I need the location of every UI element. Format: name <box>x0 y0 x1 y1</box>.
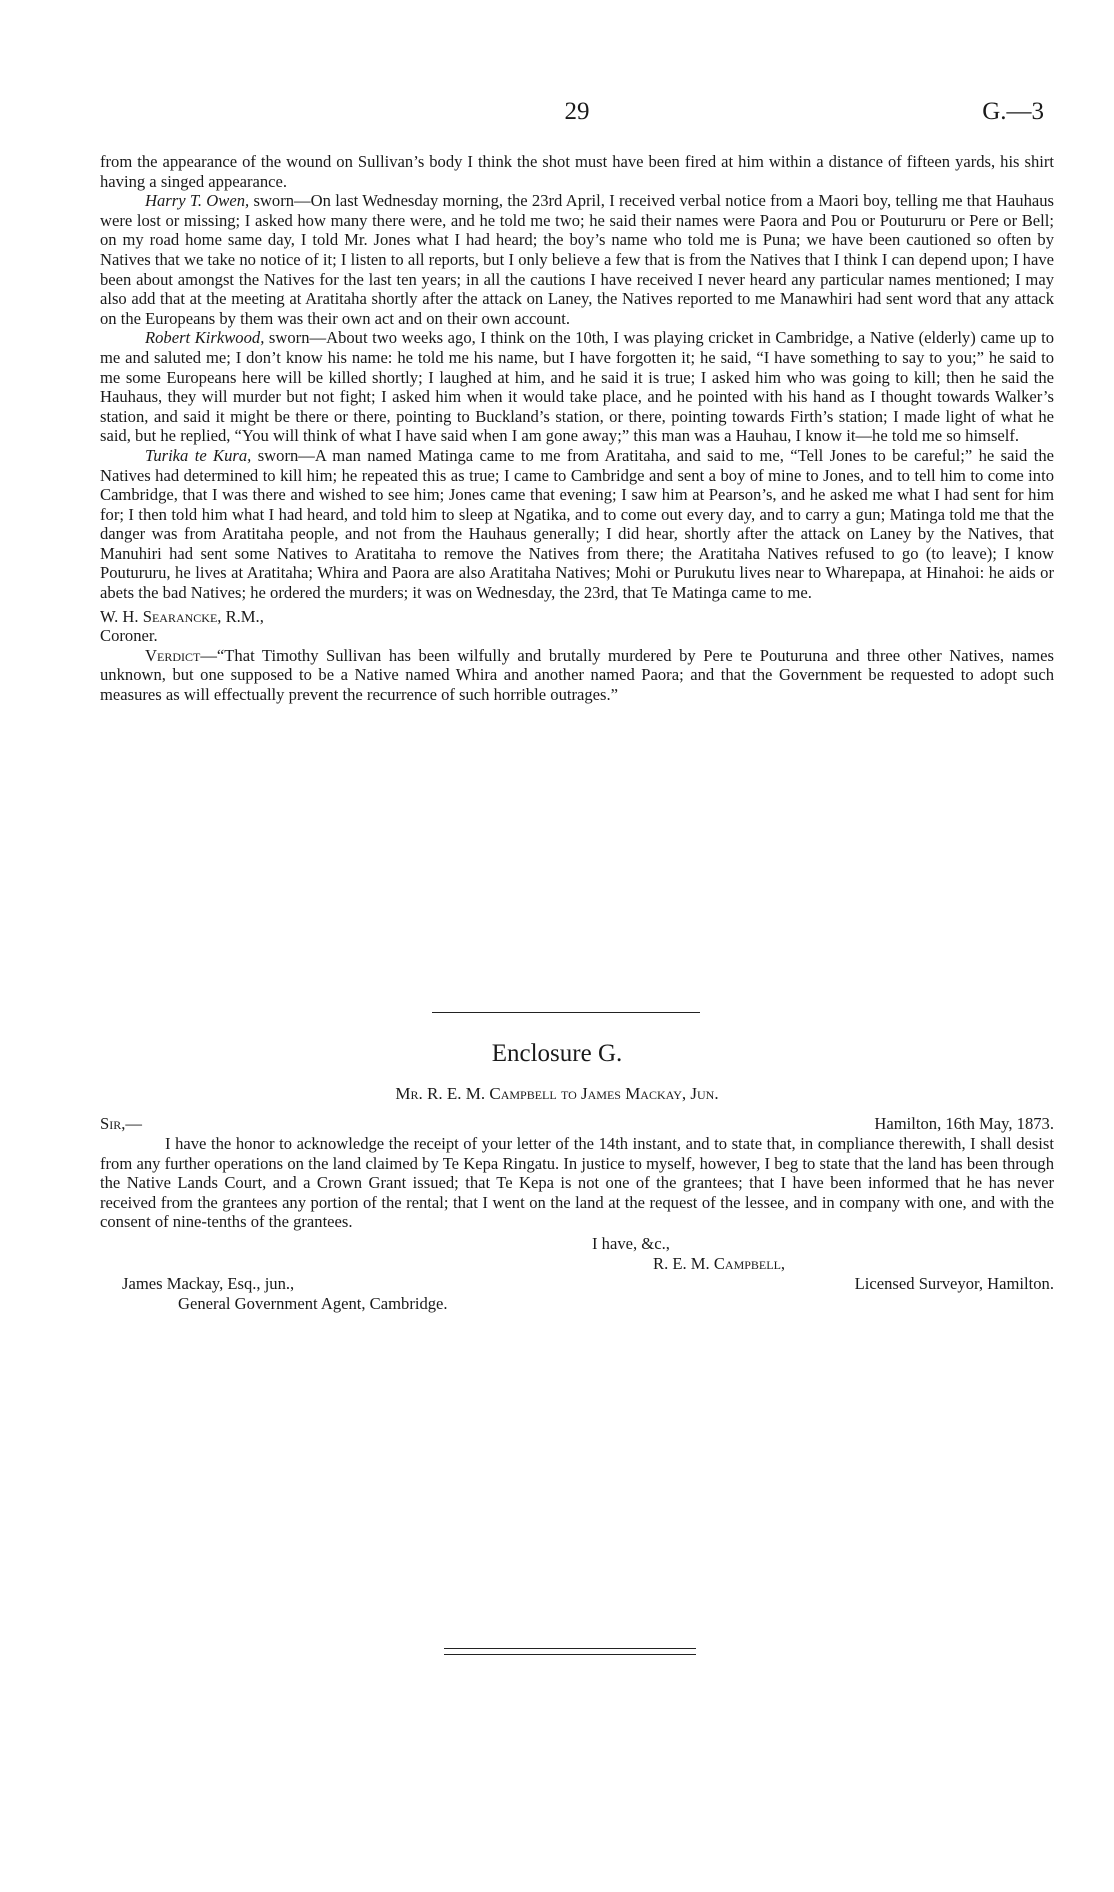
witness-name: Harry T. Owen, <box>145 191 250 211</box>
page-number: 29 <box>564 98 590 125</box>
end-rule <box>444 1648 696 1655</box>
verdict-label: Verdict <box>145 645 201 665</box>
letter-body: I have the honor to acknowledge the receipt of your letter of the 14th instant, and to state that, in compliance therewith, I shall desist from any further operations on the land claimed by Te Kepa Ringatu. In justice to myself, however, I beg to state that the land has been through the Native Lands Court, and a Crown Grant issued; that Te Kepa is not one of the grantees; that I have been informed that he has never received from the grantees any portion of the rental; that I went on the land at the request of the lessee, and in company with one, and with the consent of nine-tenths of the grantees. <box>100 1134 1054 1232</box>
verdict-paragraph <box>100 646 1054 705</box>
page-header <box>100 96 1054 132</box>
evidence-paragraph <box>100 328 1054 446</box>
letter-closing <box>100 1232 1054 1328</box>
evidence-section <box>100 152 1054 705</box>
paper-reference: G.—3 <box>982 98 1044 125</box>
evidence-paragraph: from the appearance of the wound on Sullivan’s body I think the shot must have been fired at him within a distance of fifteen yards, his shirt having a singed appearance. <box>100 152 1054 191</box>
witness-statement: sworn—About two weeks ago, I think on the 10th, I was playing cricket in Cambridge, a Native (elderly) came up to me and saluted me; I don’t know his name: he told me his name, but I have forgotten it; he said, “I have something to say to you;” he said to me some Europeans here will be killed shortly; I laughed at him, and he said it is true; I asked him who was going to kill; then he said the Hauhaus, they will murder but not fight; I asked him when it would take place, and he pointed with his hand as I thought towards Walker’s station, and said it might be there or there, pointing to Buckland’s station, or there, pointing towards Firth’s station; I made light of what he said, but he replied, “You will think of what I have said when I am gone away;” this man was a Hauhau, I know it—he told me so himself. <box>100 328 1054 446</box>
signer-name: R. E. M. Campbell, <box>653 1253 786 1273</box>
evidence-paragraph <box>100 191 1054 328</box>
witness-statement: sworn—A man named Matinga came to me from Aratitaha, and said to me, “Tell Jones to be careful;” he said the Natives had determined to kill him; he repeated this as true; I came to Cambridge and sent a boy of mine to Jones, and to tell him to come into Cambridge, that I was there and wished to see him; Jones came that evening; I saw him at Pearson’s, and he asked me what I had sent for him for; I then told him what I had heard, and told him to sleep at Ngatika, and to come out every day, and to carry a gun; Matinga told me that the danger was from Aratitaha people, and not from the Hauhaus generally; I did hear, shortly after the attack on Laney by the Natives, that Manuhiri had sent some Natives to Aratitaha to remove the Natives from there; the Aratitaha Natives refused to go (to leave); I know Poutururu, he lives at Aratitaha; Whira and Paora are also Aratitaha Natives; Mohi or Purukutu lives near to Wharepapa, at Hinahoi: he aids or abets the bad Natives; he ordered the murders; it was on Wednesday, the 23rd, that Te Matinga came to me. <box>100 445 1054 603</box>
coroner-signature: W. H. Searancke, R.M., <box>100 606 264 626</box>
verdict-text: —“That Timothy Sullivan has been wilfully and brutally murdered by Pere te Pouturuna and three other Natives, names unknown, but one supposed to be a Native named Whira and another named Paora; and that the Government be requested to adopt such measures as will effectually prevent the recurrence of such horrible outrages.” <box>100 645 1054 705</box>
witness-statement: sworn—On last Wednesday morning, the 23rd April, I received verbal notice from a Maori boy, telling me that Hauhaus were lost or missing; I asked how many there were, and he told me two; he said their names were Paora and Pou or Poutururu or Pere or Bell; on my road home same day, I told Mr. Jones what I had heard; the boy’s name who told me is Puna; we have been cautioned so often by Natives that we take no notice of it; I listen to all reports, but I only believe a few that is from the Natives that I think I can depend upon; I have been about amongst the Natives for the last ten years; in all the cautions I have received I never heard any particular names mentioned; I may also add that at the meeting at Aratitaha shortly after the attack on Laney, the Natives reported to me Manawhiri had sent word that any attack on the Europeans by them was their own act and on their own account. <box>100 191 1054 328</box>
enclosure-title: Enclosure G. <box>491 1040 623 1067</box>
addressee-title: General Government Agent, Cambridge. <box>178 1293 448 1313</box>
signer-title: Licensed Surveyor, Hamilton. <box>854 1273 1054 1293</box>
closing-phrase: I have, &c., <box>592 1233 670 1253</box>
evidence-paragraph <box>100 446 1054 603</box>
section-divider <box>432 1012 700 1013</box>
witness-name: Robert Kirkwood, <box>145 328 265 348</box>
addressee-name: James Mackay, Esq., jun., <box>122 1273 295 1293</box>
letter-heading <box>100 1112 1054 1134</box>
dateline: Hamilton, 16th May, 1873. <box>874 1114 1054 1133</box>
letter-section <box>100 1112 1054 1328</box>
enclosure-subtitle: Mr. R. E. M. Campbell to James Mackay, Jun. <box>395 1084 719 1103</box>
witness-name: Turika te Kura, <box>145 445 252 465</box>
salutation: Sir,— <box>100 1114 142 1133</box>
coroner-title: Coroner. <box>100 626 158 646</box>
